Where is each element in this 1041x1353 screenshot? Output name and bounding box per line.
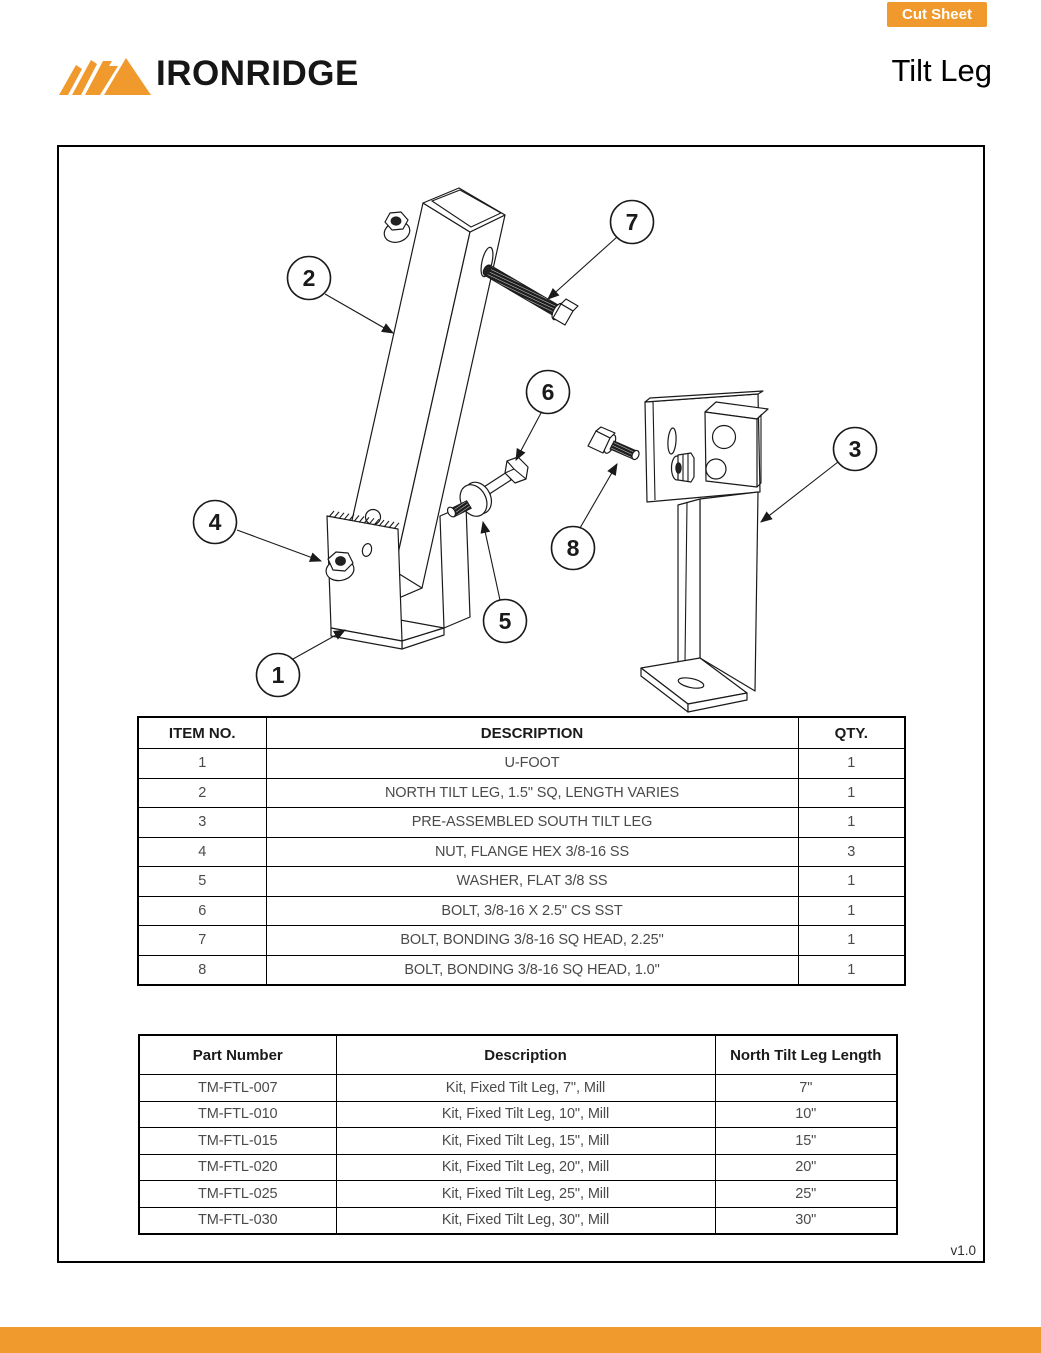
qty: 1 [798,808,905,838]
svg-text:6: 6 [541,379,555,405]
col-part-number: Part Number [139,1035,336,1075]
qty: 1 [798,867,905,897]
callout-3 [834,428,877,471]
part-number: TM-FTL-030 [139,1207,336,1234]
doc-title: Tilt Leg [891,53,992,88]
item-no: 7 [138,926,266,956]
bonding-bolt-100-drawing [588,427,640,461]
callout-1 [257,654,300,697]
callout-6 [527,371,570,414]
qty: 1 [798,955,905,985]
length: 30" [715,1207,897,1234]
table-row [139,1075,897,1102]
description: Kit, Fixed Tilt Leg, 15", Mill [336,1128,715,1155]
part-number: TM-FTL-007 [139,1075,336,1102]
part-number: TM-FTL-025 [139,1181,336,1208]
qty: 1 [798,896,905,926]
description: U-FOOT [266,749,798,779]
length: 10" [715,1101,897,1128]
description: Kit, Fixed Tilt Leg, 7", Mill [336,1075,715,1102]
callout-8 [552,527,595,570]
description: NUT, FLANGE HEX 3/8-16 SS [266,837,798,867]
table-row [138,896,905,926]
item-no: 8 [138,955,266,985]
svg-text:5: 5 [498,608,512,634]
qty: 1 [798,778,905,808]
table-row [138,837,905,867]
qty: 1 [798,926,905,956]
description: WASHER, FLAT 3/8 SS [266,867,798,897]
table-row [139,1128,897,1155]
description: Kit, Fixed Tilt Leg, 10", Mill [336,1101,715,1128]
length: 15" [715,1128,897,1155]
description: BOLT, BONDING 3/8-16 SQ HEAD, 1.0" [266,955,798,985]
part-number: TM-FTL-015 [139,1128,336,1155]
svg-text:7: 7 [625,209,639,235]
kits-table-header-row [139,1035,897,1075]
item-no: 2 [138,778,266,808]
description: Kit, Fixed Tilt Leg, 30", Mill [336,1207,715,1234]
description: NORTH TILT LEG, 1.5" SQ, LENGTH VARIES [266,778,798,808]
description: BOLT, BONDING 3/8-16 SQ HEAD, 2.25" [266,926,798,956]
svg-text:1: 1 [271,662,285,688]
length: 20" [715,1154,897,1181]
item-no: 1 [138,749,266,779]
table-row [139,1181,897,1208]
item-no: 6 [138,896,266,926]
callout-2 [288,257,331,300]
svg-text:8: 8 [566,535,580,561]
footer-bar [0,1327,1041,1353]
table-row [138,749,905,779]
table-row [139,1154,897,1181]
callout-5 [484,600,527,643]
table-row [138,867,905,897]
hex-bolt-washer-drawing [446,457,528,521]
parts-table [137,716,906,986]
bonding-bolt-225-drawing [481,264,578,325]
brand-logo [59,52,419,98]
col-item-no: ITEM NO. [138,717,266,749]
length: 25" [715,1181,897,1208]
table-row [138,955,905,985]
item-no: 4 [138,837,266,867]
table-row [139,1207,897,1234]
u-foot-back-plate [440,505,470,628]
cut-sheet-badge: Cut Sheet [887,2,987,27]
svg-text:3: 3 [848,436,862,462]
col-description: Description [336,1035,715,1075]
brand-wordmark: IRONRIDGE [156,54,359,93]
description: Kit, Fixed Tilt Leg, 25", Mill [336,1181,715,1208]
description: Kit, Fixed Tilt Leg, 20", Mill [336,1154,715,1181]
table-row [138,808,905,838]
svg-text:4: 4 [208,509,222,535]
exploded-view-diagram [57,143,985,718]
col-description: DESCRIPTION [266,717,798,749]
item-no: 5 [138,867,266,897]
table-row [138,778,905,808]
version-label: v1.0 [950,1243,976,1258]
description: PRE-ASSEMBLED SOUTH TILT LEG [266,808,798,838]
part-number: TM-FTL-010 [139,1101,336,1128]
length: 7" [715,1075,897,1102]
parts-table-header-row [138,717,905,749]
kits-table [138,1034,898,1235]
svg-text:2: 2 [302,265,316,291]
col-qty: QTY. [798,717,905,749]
table-row [138,926,905,956]
part-number: TM-FTL-020 [139,1154,336,1181]
col-length: North Tilt Leg Length [715,1035,897,1075]
table-row [139,1101,897,1128]
callout-4 [194,501,237,544]
callout-7 [611,201,654,244]
diagram-frame [57,145,985,1263]
roof-mountain-icon [59,54,151,96]
item-no: 3 [138,808,266,838]
description: BOLT, 3/8-16 X 2.5" CS SST [266,896,798,926]
qty: 1 [798,749,905,779]
south-tilt-leg-drawing [641,391,768,712]
qty: 3 [798,837,905,867]
